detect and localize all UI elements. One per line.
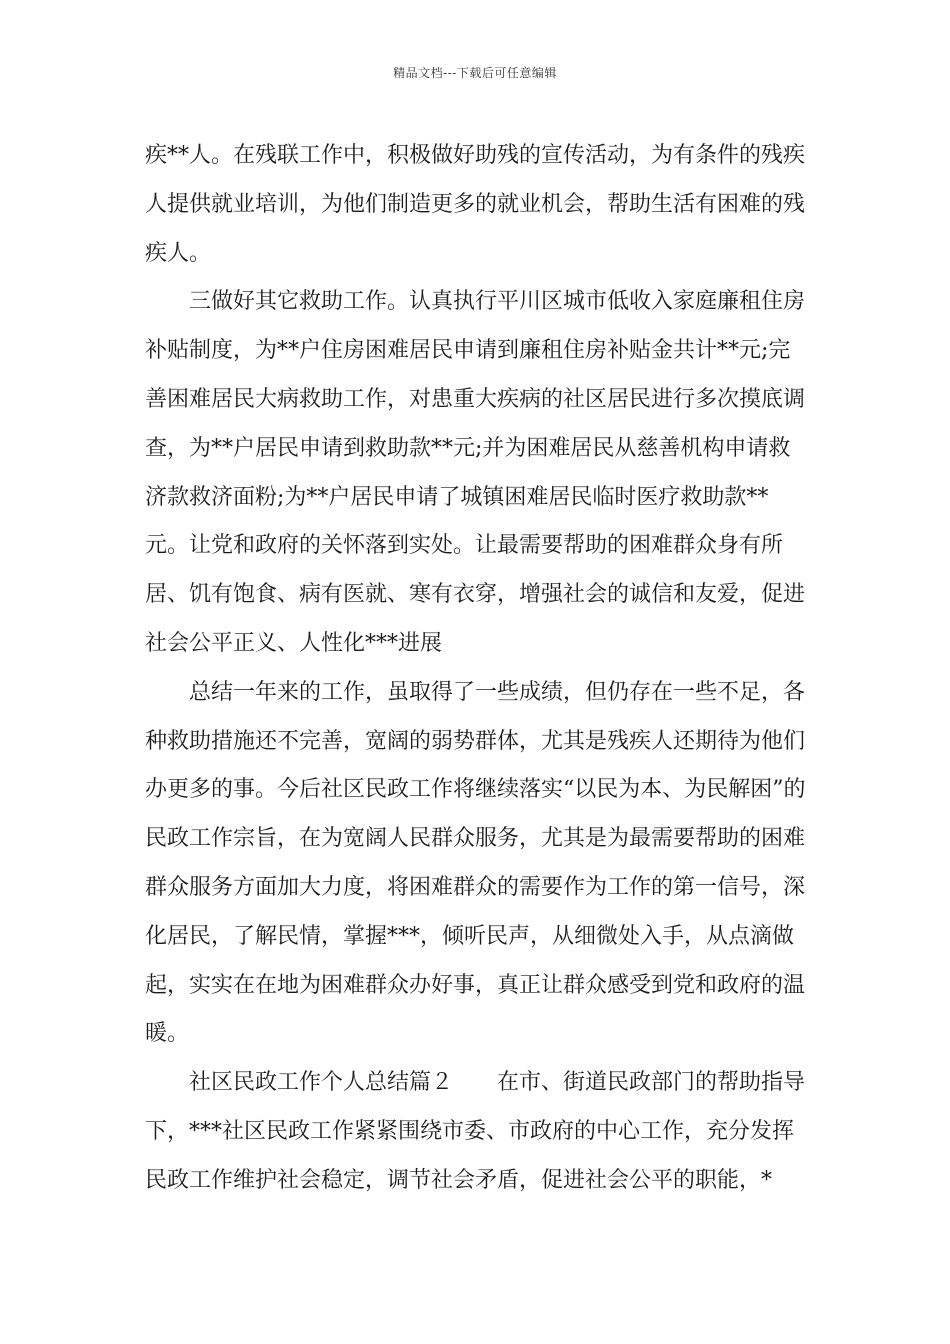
- paragraph-3: 总结一年来的工作，虽取得了一些成绩，但仍存在一些不足，各种救助措施还不完善，宽阔的弱势群体，尤其是残疾人还期待为他们办更多的事。今后社区民政工作将继续落实“以民为本、为民解困”的民政工作宗旨，在为宽阔人民群众服务，尤其是为最需要帮助的困难群众服务方面加大力度，将困难群众的需要作为工作的第一信号，深化居民，了解民情，掌握***，倾听民声，从细微处入手，从点滴做起，实实在在地为困难群众办好事，真正让群众感受到党和政府的温暖。: [145, 679, 806, 1047]
- document-body: [145, 132, 809, 1206]
- paragraph-2: 三做好其它救助工作。认真执行平川区城市低收入家庭廉租住房补贴制度，为**户住房困难居民申请到廉租住房补贴金共计**元;完善困难居民大病救助工作，对患重大疾病的社区居民进行多次摸底调查，为**户居民申请到救助款**元;并为困难居民从慈善机构申请救济款救济面粉;为**户居民申请了城镇困难居民临时医疗救助款**元。让党和政府的关怀落到实处。让最需要帮助的困难群众身有所居、饥有饱食、病有医就、寒有衣穿，增强社会的诚信和友爱，促进社会公平正义、人性化***进展: [145, 289, 806, 656]
- paragraph-4: 社区民政工作个人总结篇２ 在市、街道民政部门的帮助指导下，***社区民政工作紧紧围绕市委、市政府的中心工作，充分发挥民政工作维护社会稳定，调节社会矛盾，促进社会公平的职能，*: [145, 1070, 806, 1193]
- page-header: 精品文档---下载后可任意编辑: [393, 66, 557, 80]
- paragraph-1: 疾**人。在残联工作中，积极做好助残的宣传活动，为有条件的残疾人提供就业培训，为他们制造更多的就业机会，帮助生活有困难的残疾人。: [145, 143, 806, 266]
